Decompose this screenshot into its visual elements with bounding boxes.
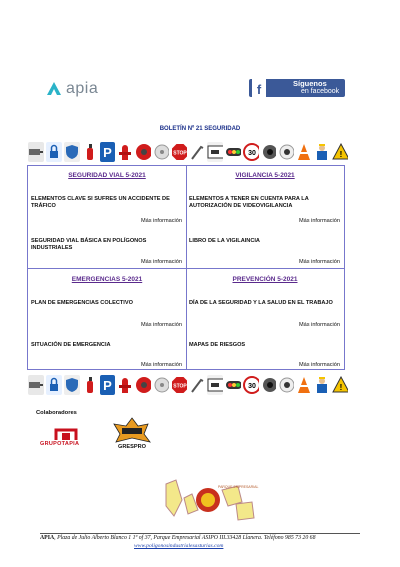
speed-limit-30-icon [243, 375, 259, 395]
security-camera-icon [261, 375, 277, 395]
traffic-cone-icon [296, 375, 312, 395]
apia-logo[interactable] [46, 78, 98, 100]
security-camera-icon [261, 142, 277, 162]
sections-grid [27, 165, 345, 370]
item-seguridad-vial-basica[interactable]: SEGURIDAD VIAL BÁSICA EN POLÍGONOS INDUSTRIALES [31, 238, 147, 251]
lock-icon [46, 375, 62, 395]
icon-strip-top [28, 141, 348, 163]
fire-hydrant-icon [117, 142, 133, 162]
camera-icon [28, 375, 44, 395]
item-accidente-trafico[interactable]: ELEMENTOS CLAVE SI SUFRES UN ACCIDENTE DE TRÁFICO [31, 196, 170, 209]
more-info-link[interactable]: Más información [298, 322, 340, 328]
section-title-prevencion[interactable]: PREVENCIÓN 5-2021 [232, 276, 298, 283]
svg-text:30: 30 [247, 150, 256, 157]
svg-text:!: ! [339, 383, 343, 392]
footer-address [40, 535, 315, 541]
warning-sign-icon [332, 142, 348, 162]
worker-icon [314, 142, 330, 162]
icon-strip-bottom [28, 374, 348, 396]
more-info-link[interactable]: Más información [298, 362, 340, 368]
item-autorizacion-videovigilancia[interactable]: ELEMENTOS A TENER EN CUENTA PARA LA AUTORIZACIÓN DE VIDEOVIGILANCIA [189, 196, 309, 209]
surveillance-sign-icon [207, 142, 223, 162]
fire-extinguisher-icon [82, 375, 98, 395]
camera-icon [28, 142, 44, 162]
facebook-line2: en facebook [301, 88, 340, 95]
more-info-link[interactable]: Más información [140, 322, 182, 328]
industrial-park-logo-icon [162, 476, 258, 524]
footer-website-link[interactable]: www.poligonosindustrialesasturias.com [134, 543, 224, 549]
footer-divider [40, 533, 360, 534]
more-info-link[interactable]: Más información [140, 218, 182, 224]
collaborators-label: Colaboradores [36, 410, 77, 416]
svg-text:STOP: STOP [173, 383, 187, 390]
crowbar-icon [189, 142, 205, 162]
item-mapas-riesgos[interactable]: MAPAS DE RIESGOS [189, 342, 246, 348]
footer-org: APIA [40, 535, 55, 541]
warning-sign-icon [332, 375, 348, 395]
worker-icon [314, 375, 330, 395]
section-title-seguridad-vial[interactable]: SEGURIDAD VIAL 5-2021 [68, 172, 146, 179]
more-info-link[interactable]: Más información [140, 362, 182, 368]
item-libro-vigilancia[interactable]: LIBRO DE LA VIGILAINCIA [189, 238, 260, 244]
more-info-link[interactable]: Más información [298, 218, 340, 224]
section-title-vigilancia[interactable]: VIGILANCIA 5-2021 [235, 172, 295, 179]
parking-icon: P [100, 142, 116, 162]
parking-icon: P [100, 375, 116, 395]
shield-icon [64, 375, 80, 395]
dome-camera-icon [278, 375, 294, 395]
svg-text:30: 30 [247, 383, 256, 390]
smoke-detector-icon [153, 375, 169, 395]
facebook-line1: Síguenos [293, 79, 327, 88]
dome-camera-icon [278, 142, 294, 162]
item-plan-emergencias[interactable]: PLAN DE EMERGENCIAS COLECTIVO [31, 300, 133, 306]
bulletin-title: BOLETÍN Nº 21 SEGURIDAD [159, 126, 241, 132]
crowbar-icon [189, 375, 205, 395]
apia-logo-text: apia [66, 80, 99, 97]
speed-limit-30-icon [243, 142, 259, 162]
lock-icon [46, 142, 62, 162]
smoke-detector-icon [153, 142, 169, 162]
traffic-light-icon [225, 375, 241, 395]
more-info-link[interactable]: Más información [298, 259, 340, 265]
alarm-bell-icon [135, 375, 151, 395]
fire-hydrant-icon [117, 375, 133, 395]
shield-icon [64, 142, 80, 162]
grupo-tapia-label: GRUPOTAPIA [40, 441, 80, 447]
alarm-bell-icon [135, 142, 151, 162]
grespro-label: GRESPRO [118, 444, 146, 450]
traffic-cone-icon [296, 142, 312, 162]
park-logo-text: PARQUE EMPRESARIAL [218, 485, 259, 489]
apia-triangle-icon [46, 81, 62, 97]
stop-sign-icon [171, 375, 187, 395]
facebook-icon: f [252, 79, 266, 97]
footer-address-text: , Plaza de Julio Alberto Blanco 1 1º of 37, Parque Empresarial ASIPO III.33428 Llanera. Teléfono 985 73 20 68 [54, 535, 316, 541]
section-title-emergencias[interactable]: EMERGENCIAS 5-2021 [71, 276, 143, 283]
stop-sign-icon [171, 142, 187, 162]
svg-text:STOP: STOP [173, 150, 187, 157]
svg-text:!: ! [339, 150, 343, 159]
fire-extinguisher-icon [82, 142, 98, 162]
facebook-follow-button[interactable] [249, 79, 345, 97]
item-situacion-emergencia[interactable]: SITUACIÓN DE EMERGENCIA [31, 342, 111, 348]
grupo-tapia-logo-icon[interactable] [42, 422, 90, 452]
traffic-light-icon [225, 142, 241, 162]
surveillance-sign-icon [207, 375, 223, 395]
item-dia-seguridad-salud[interactable]: DÍA DE LA SEGURIDAD Y LA SALUD EN EL TRABAJO [189, 300, 333, 306]
more-info-link[interactable]: Más información [140, 259, 182, 265]
